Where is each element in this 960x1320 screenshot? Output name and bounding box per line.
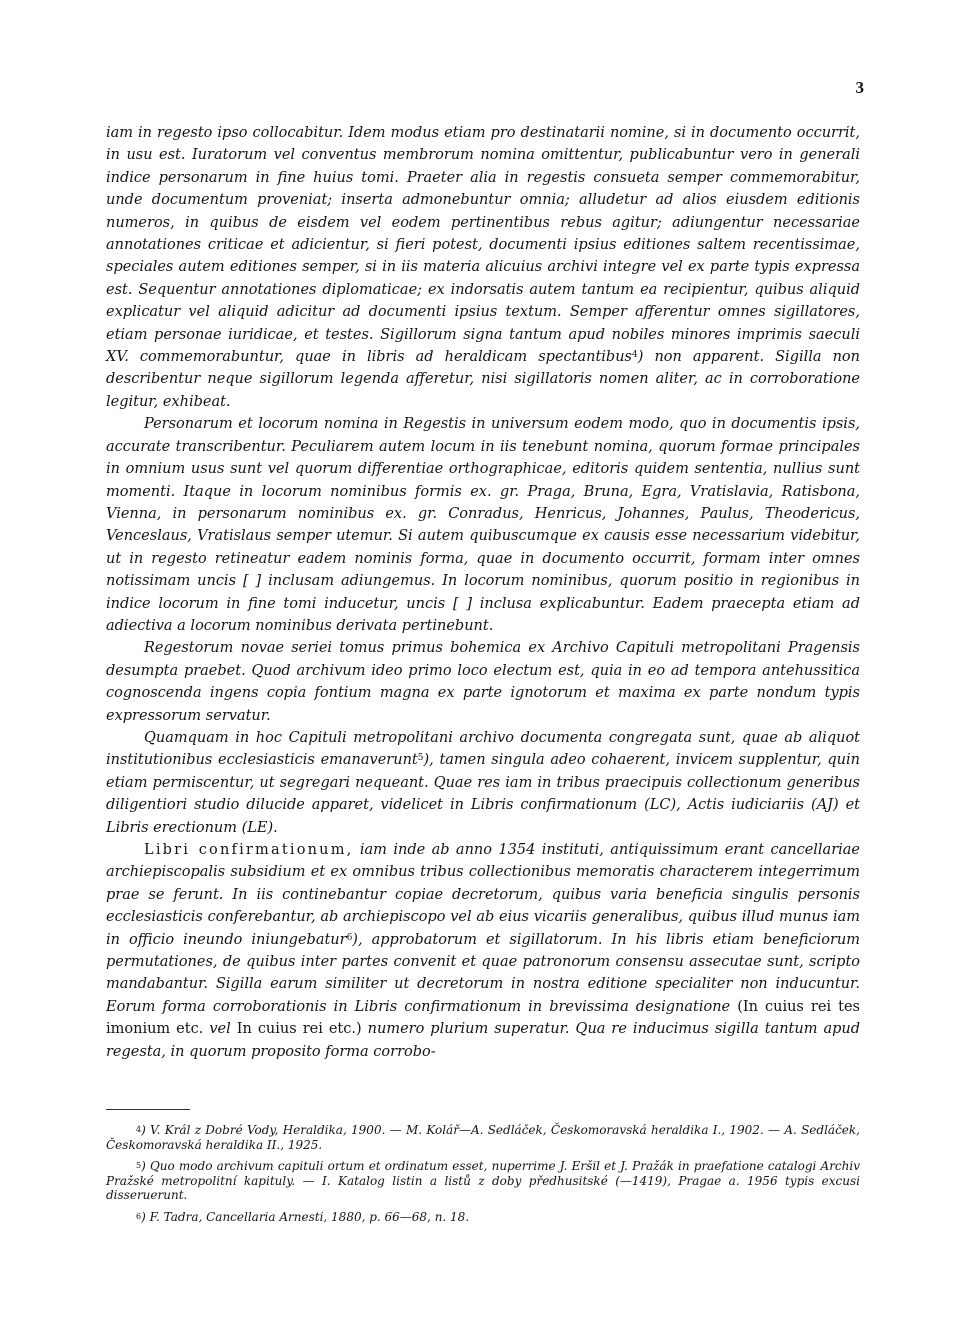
footnote-number: 6 [136, 1211, 142, 1221]
vel-word: vel [209, 1021, 231, 1038]
footnote-ref-6: 6 [346, 932, 353, 943]
paragraph-4-text-cont: ), tamen singula adeo cohaerent, invicem supplentur, quin etiam permiscentur, ut segregari nequeant. Quae res iam in tribus praecipuis collectionum generibus diligentiori studio dilucide apparet, videlicet in Libris confirmationum (LC), Actis iudiciariis (AJ) et Libris erectionum (LE). [106, 752, 860, 836]
libri-confirmationum-heading: Libri confirmationum, [144, 842, 354, 858]
footnote-text: ) V. Král z Dobré Vody, Heraldika, 1900. — M. Kolář—A. Sedláček, Českomoravská heraldika I., 1902. — A. Sedláček, Českomoravská heraldika II., 1925. [106, 1123, 860, 1152]
footnote-4 [106, 1123, 860, 1152]
footnote-ref-5: 5 [417, 753, 424, 764]
paragraph-4-text: Quamquam in hoc Capituli metropolitani archivo documenta congregata sunt, quae ab aliquot institutionibus ecclesiasticis emanaverunt [106, 729, 860, 769]
paragraph-5 [106, 839, 860, 1063]
paragraph-3: Regestorum novae seriei tomus primus bohemica ex Archivo Capituli metropolitani Pragensis desumpta praebet. Quod archivum ideo primo loco electum est, quia in eo ad tempora antehussitica cognoscenda ingens copia fontium magna ex parte ignotorum et maxima ex parte nondum typis expressorum servatur. [106, 640, 860, 724]
page-number: 3 [855, 78, 864, 97]
paragraph-5-text: iam inde ab anno 1354 instituti, antiquissimum erant cancellariae archiepiscopalis subsidium et ex omnibus tribus collectionibus memoratis characterem integerrimum prae se ferunt. In iis continebantur copiae decretorum, quibus varia beneficia singulis personis ecclesiasticis conferebantur, ab archiepiscopo vel ab eius vicariis generalibus, quibus illud munus iam in officio ineundo iniungebatur [106, 842, 860, 948]
footnote-ref-4: 4 [632, 350, 638, 361]
footnote-text: ) Quo modo archivum capituli ortum et ordinatum esset, nuperrime J. Eršil et J. Pražák in praefatione catalogi Archiv Pražské metropolitní kapituly. — I. Katalog listin a listů z doby předhusitské (—1419), Pragae a. 1956 typis excusi disseruerunt. [106, 1159, 860, 1203]
paragraph-5-text-cont: ), approbatorum et sigillatorum. In his libris etiam beneficiorum permutationes, de quibus inter partes convenit et quae patronorum consensu assecutae sunt, scripto mandabantur. Sigilla earum similiter ut decretorum in nostra editione specialiter non inducuntur. Eorum forma corroborationis in Libris confirmationum in brevissima designatione [106, 931, 860, 1015]
footnotes [106, 1123, 860, 1232]
paragraph-1-text-cont: ) non apparent. Sigilla non describentur neque sigillorum legenda afferetur, nisi sigillatoris nomen aliter, ac in corroboratione legitur, exhibeat. [106, 349, 860, 410]
footnote-text: ) F. Tadra, Cancellaria Arnesti, 1880, p. 66—68, n. 18. [141, 1209, 470, 1224]
paragraph-4 [106, 727, 860, 839]
footnote-5 [106, 1159, 860, 1203]
footnote-number: 4 [136, 1125, 142, 1134]
footnote-6 [106, 1210, 860, 1225]
footnote-divider [106, 1109, 190, 1110]
paragraph-1 [106, 122, 860, 413]
body-text [106, 122, 860, 1063]
footnote-number: 5 [136, 1161, 142, 1171]
paragraph-5-text-end: numero plurium superatur. Qua re inducimus sigilla tantum apud regesta, in quorum proposito forma corrobo- [106, 1021, 861, 1060]
paragraph-1-text: iam in regesto ipso collocabitur. Idem modus etiam pro destinatarii nomine, si in documento occurrit, in usu est. Iuratorum vel conventus membrorum nomina omittentur, publicabuntur vero in generali indice personarum in fine huius tomi. Praeter alia in regestis consueta semper commemorabitur, unde documentum proveniat; inserta admonebuntur omnia; alludetur ad alios eiusdem editionis numeros, in quibus de eisdem vel eodem pertinentibus rebus agitur; adiungentur necessariae annotationes criticae et adicientur, si fieri potest, documenti ipsius editiones saltem recentissimae, speciales autem editiones semper, si in iis materia alicuius archivi integre vel ex parte typis expressa est. Sequentur annotationes diplomaticae; ex indorsatis autem tantum ea recipientur, quibus aliquid explicatur vel aliquid adicitur ad documenti ipsius textum. Semper afferentur omnes sigillatores, etiam personae iuridicae, et testes. Sigillorum signa tantum apud nobiles minores imprimis saeculi XV. commemorabuntur, quae in libris ad heraldicam spectantibus [106, 125, 860, 366]
paragraph-2: Personarum et locorum nomina in Regestis in universum eodem modo, quo in documentis ipsis, accurate transcribentur. Peculiarem autem locum in iis tenebunt nomina, quorum formae principales in omnium usus sunt vel quorum differentiae orthographicae, editoris quidem sententia, nullius sunt momenti. Itaque in locorum nominibus formis ex. gr. Praga, Bruna, Egra, Vratislavia, Ratisbona, Vienna, in personarum nominibus ex. gr. Conradus, Henricus, Johannes, Paulus, Theodericus, Venceslaus, Vratislaus semper utemur. Si autem quibuscumque ex causis esse necessarium videbitur, ut in regesto retineatur eadem nominis forma, quae in documento occurrit, formam inter omnes notissimam uncis [ ] inclusam adiungemus. In locorum nominibus, quorum positio in regionibus in indice locorum in fine tomi inducetur, uncis [ ] inclusa explicabuntur. Eadem praecepta etiam ad adiectiva a locorum nominibus derivata pertinebunt. [106, 416, 860, 634]
corroboration-formula-2: In cuius rei etc.) [230, 1021, 368, 1038]
corroboration-formula-1: (In cuius rei tes imonium etc. [106, 998, 860, 1038]
